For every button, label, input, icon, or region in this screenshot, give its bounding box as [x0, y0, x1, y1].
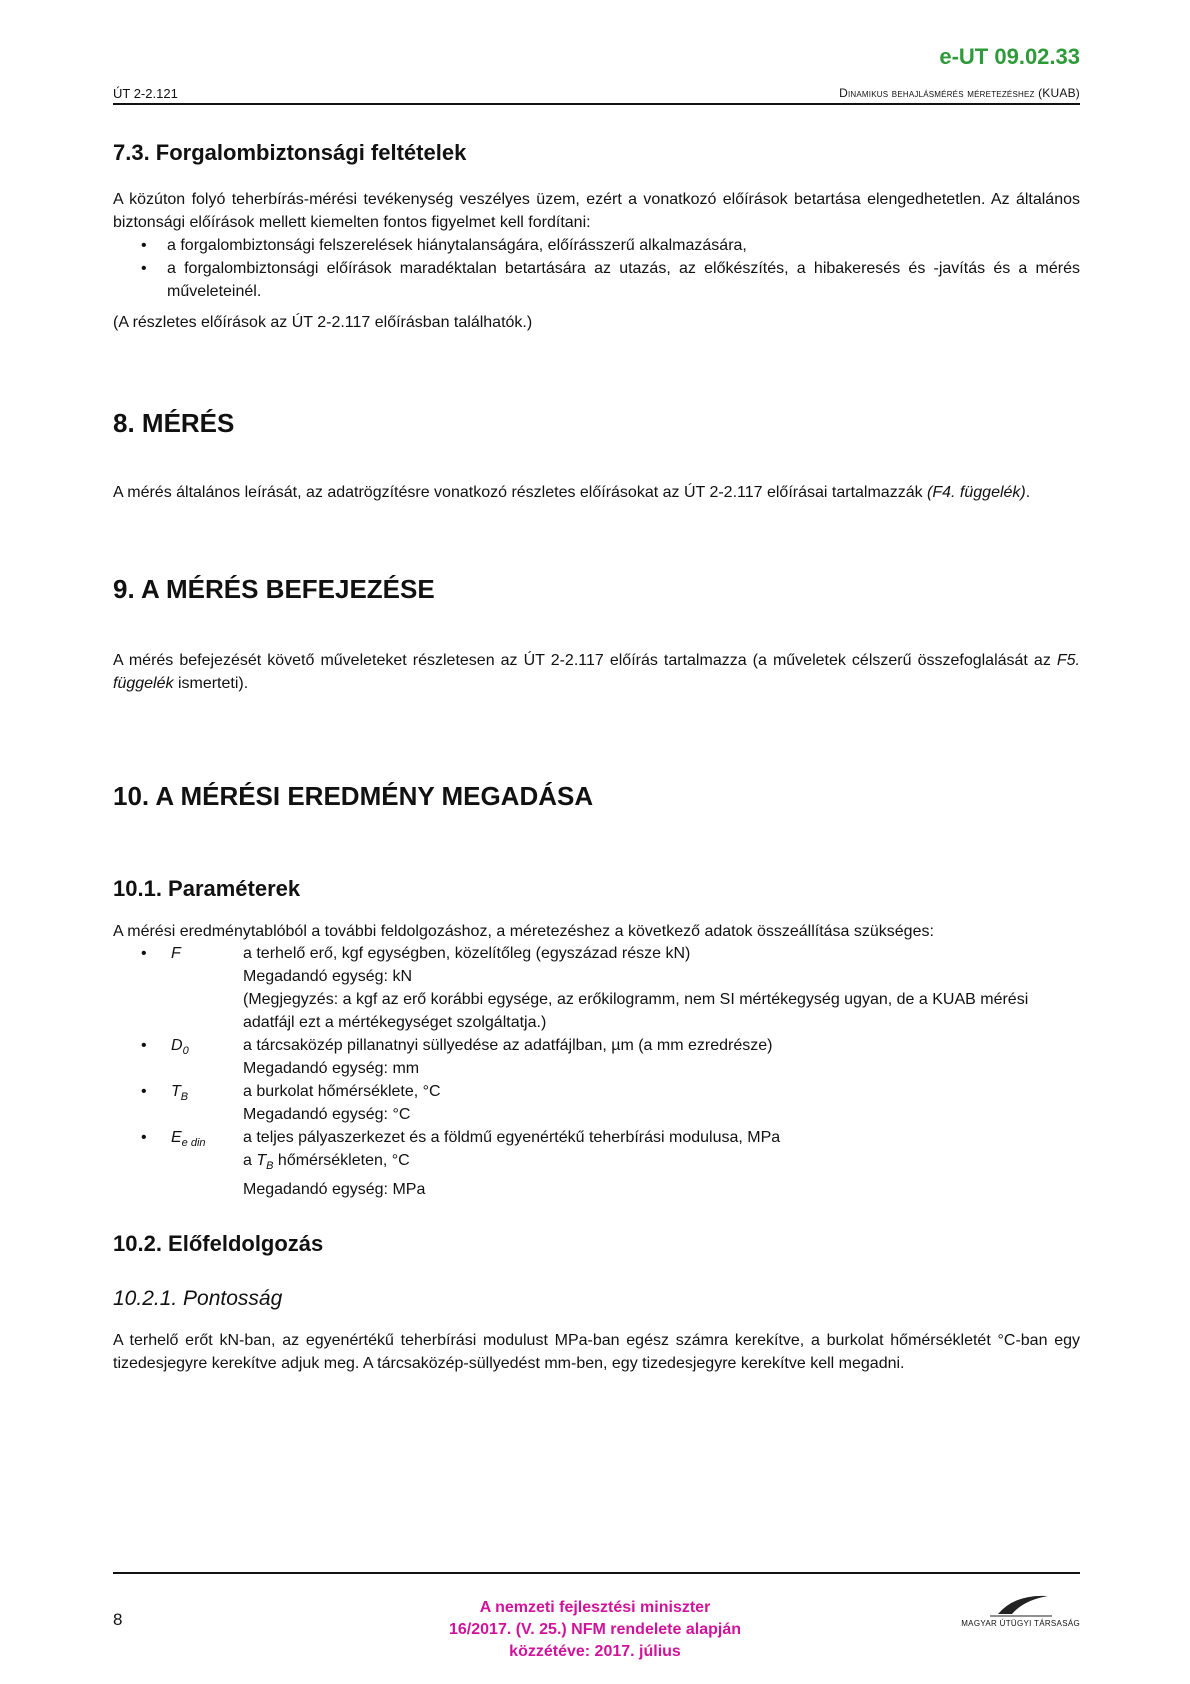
- bullet-icon: •: [141, 945, 147, 962]
- page-content: [113, 140, 1080, 1375]
- param-symbol: $T_B$: [171, 1083, 189, 1104]
- document-code: e-UT 09.02.33: [939, 44, 1080, 69]
- param-force: • F a terhelő erő, kgf egységben, közelítőleg (egyszázad része kN) Megadandó egység: kN (Megjegyzés: a kgf az erő korábbi egysége, az erőkilogramm, nem SI mértékegység ugyan, de a KUAB mérési adatfájl ezt a mértékegységet szolgáltatja.): [113, 942, 1080, 1034]
- bullet-icon: •: [141, 1129, 147, 1146]
- page-number: 8: [113, 1610, 123, 1629]
- society-logo: MAGYAR ÚTÜGYI TÁRSASÁG: [920, 1590, 1080, 1630]
- bullet-icon: •: [141, 260, 147, 277]
- section-10-1-intro: A mérési eredménytablóból a további feldolgozáshoz, a méretezéshez a következő adatok összeállítása szükséges:: [113, 923, 934, 940]
- section-10-title: 10. A MÉRÉSI EREDMÉNY MEGADÁSA: [113, 781, 594, 811]
- param-modulus: • $E_{e din}$ a teljes pályaszerkezet és a földmű egyenértékű teherbírási modulusa, MPa a $T_B$ hőmérsékleten, °C Megadandó egység: MPa: [113, 1126, 1080, 1201]
- param-temperature: • $T_B$ a burkolat hőmérséklete, °C Megadandó egység: °C: [113, 1080, 1080, 1126]
- section-10-1-title: 10.1. Paraméterek: [113, 876, 301, 901]
- running-title: Dinamikus behajlásmérés méretezéshez (KUAB): [839, 86, 1080, 100]
- list-item: • a forgalombiztonsági előírások maradéktalan betartására az utazás, az előkészítés, a hibakeresés és -javítás és a mérés műveleteinél.: [113, 257, 1080, 303]
- section-10-2-1-title: 10.2.1. Pontosság: [113, 1287, 283, 1311]
- section-9-text: A mérés befejezését követő műveleteket részletesen az ÚT 2-2.117 előírás tartalmazza (a műveletek célszerű összefoglalását az F5. függelék ismerteti).: [113, 652, 1080, 692]
- section-10-2-title: 10.2. Előfeldolgozás: [113, 1231, 324, 1257]
- bullet-icon: •: [141, 1037, 147, 1054]
- standard-number: ÚT 2-2.121: [113, 86, 178, 101]
- param-symbol: $D_0$: [171, 1037, 189, 1058]
- section-10-2-1-text: A terhelő erőt kN-ban, az egyenértékű teherbírási modulust MPa-ban egész számra kerekítve, a burkolat hőmérsékletét °C-ban egy tizedesjegyre kerekítve adjuk meg. A tárcsaközép-süllyedést mm-ben, egy tizedesjegyre kerekítve kell megadni.: [113, 1332, 1080, 1373]
- param-deflection: • $D_0$ a tárcsaközép pillanatnyi süllyedése az adatfájlban, µm (a mm ezredrésze) Megadandó egység: mm: [113, 1034, 1080, 1080]
- bullet-icon: •: [141, 237, 147, 254]
- section-7-3-title: 7.3. Forgalombiztonsági feltételek: [113, 140, 467, 165]
- section-7-3-intro: A közúton folyó teherbírás-mérési tevékenység veszélyes üzem, ezért a vonatkozó előírások betartása elengedhetetlen. Az általános biztonsági előírások mellett kiemelten fontos figyelmet kell fordítani:: [113, 191, 1080, 231]
- bullet-icon: •: [141, 1083, 147, 1100]
- footer-rule: [113, 1572, 1080, 1574]
- param-symbol: F: [171, 945, 181, 962]
- param-symbol: $E_{e din}$: [171, 1129, 206, 1150]
- section-9-title: 9. A MÉRÉS BEFEJEZÉSE: [113, 574, 435, 604]
- publication-note: A nemzeti fejlesztési miniszter 16/2017. (V. 25.) NFM rendelete alapján közzétéve: 2017. július: [449, 1599, 741, 1660]
- list-item: • a forgalombiztonsági felszerelések hiánytalanságára, előírásszerű alkalmazására,: [113, 234, 1080, 257]
- section-7-3-note: (A részletes előírások az ÚT 2-2.117 előírásban találhatók.): [113, 314, 533, 331]
- section-8-title: 8. MÉRÉS: [113, 408, 235, 438]
- parameter-list: [113, 942, 1080, 1201]
- header-rule: [113, 103, 1080, 105]
- section-8-text: A mérés általános leírását, az adatrögzítésre vonatkozó részletes előírásokat az ÚT 2-2.117 előírásai tartalmazzák (F4. függelék).: [113, 484, 1031, 501]
- safety-list: [113, 234, 1080, 303]
